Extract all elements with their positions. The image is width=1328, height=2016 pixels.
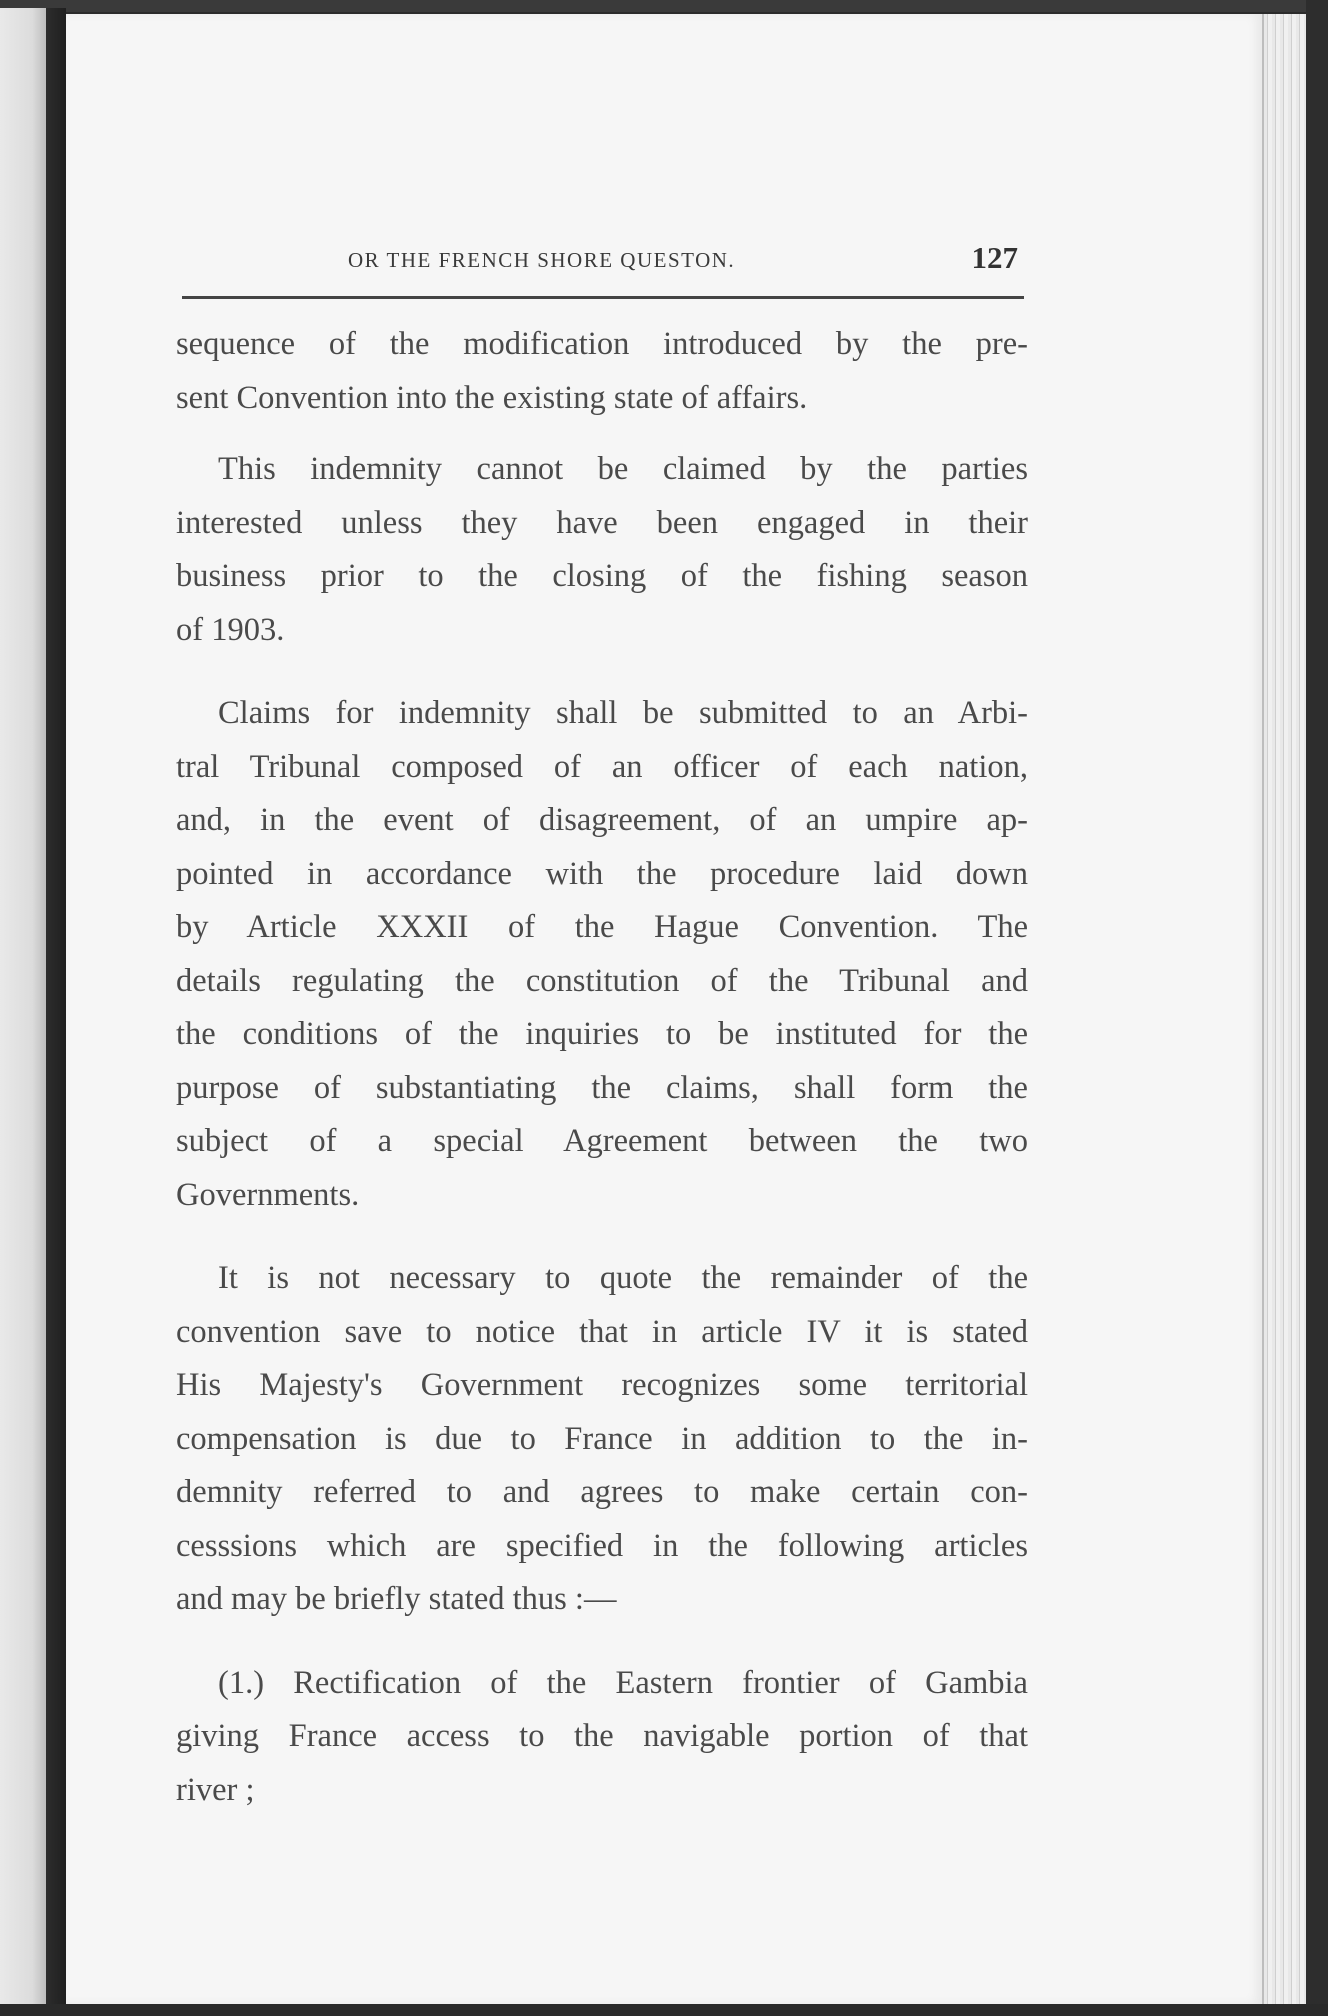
page-number: 127 (971, 240, 1018, 275)
page-stack-edges (1262, 14, 1308, 2010)
text-line: tral Tribunal composed of an officer of each nation, (176, 748, 1028, 785)
text-line: Claims for indemnity shall be submitted to an Arbi- (218, 695, 1028, 731)
text-line: and may be briefly stated thus :— (176, 1581, 617, 1617)
text-line: sent Convention into the existing state of affairs. (176, 379, 808, 416)
facing-page-edge (0, 8, 46, 2008)
text-line: of 1903. (176, 611, 285, 648)
text-line: purpose of substantiating the claims, shall form the (176, 1069, 1028, 1106)
header-rule (182, 296, 1024, 299)
text-line: giving France access to the navigable portion of that (176, 1718, 1028, 1754)
text-line: details regulating the constitution of the Tribunal and (176, 962, 1028, 999)
scan-top-border (0, 0, 1328, 12)
text-line: Governments. (176, 1176, 360, 1213)
body-text (176, 318, 1028, 1817)
text-line: sequence of the modification introduced by the pre- (176, 326, 1028, 362)
text-line: by Article XXXII of the Hague Convention. The (176, 909, 1028, 945)
paragraph (176, 687, 1028, 1222)
text-line: cesssions which are specified in the following articles (176, 1527, 1028, 1564)
paragraph (176, 1657, 1028, 1818)
page-header (176, 236, 1026, 284)
text-line: compensation is due to France in addition to the in- (176, 1420, 1028, 1457)
scan-right-border (1306, 0, 1328, 2016)
text-line: river ; (176, 1771, 255, 1808)
text-line: This indemnity cannot be claimed by the parties (218, 451, 1028, 487)
text-line: business prior to the closing of the fishing season (176, 558, 1028, 594)
paragraph (176, 318, 1028, 425)
text-line: demnity referred to and agrees to make certain con- (176, 1474, 1028, 1510)
text-line: pointed in accordance with the procedure laid down (176, 855, 1028, 892)
text-line: convention save to notice that in article IV it is stated (176, 1313, 1028, 1350)
text-line: It is not necessary to quote the remainder of the (218, 1260, 1028, 1296)
scan-bottom-border (0, 2004, 1328, 2016)
text-line: and, in the event of disagreement, of an umpire ap- (176, 802, 1028, 838)
text-line: (1.) Rectification of the Eastern frontier of Gambia (218, 1664, 1028, 1701)
running-title: OR THE FRENCH SHORE QUESTON. (348, 248, 736, 272)
text-line: subject of a special Agreement between the two (176, 1123, 1028, 1159)
text-line: interested unless they have been engaged in their (176, 504, 1028, 541)
paragraph (176, 1252, 1028, 1627)
book-gutter (46, 8, 66, 2008)
paragraph (176, 443, 1028, 657)
text-line: the conditions of the inquiries to be instituted for the (176, 1016, 1028, 1052)
text-line: His Majesty's Government recognizes some territorial (176, 1367, 1028, 1403)
